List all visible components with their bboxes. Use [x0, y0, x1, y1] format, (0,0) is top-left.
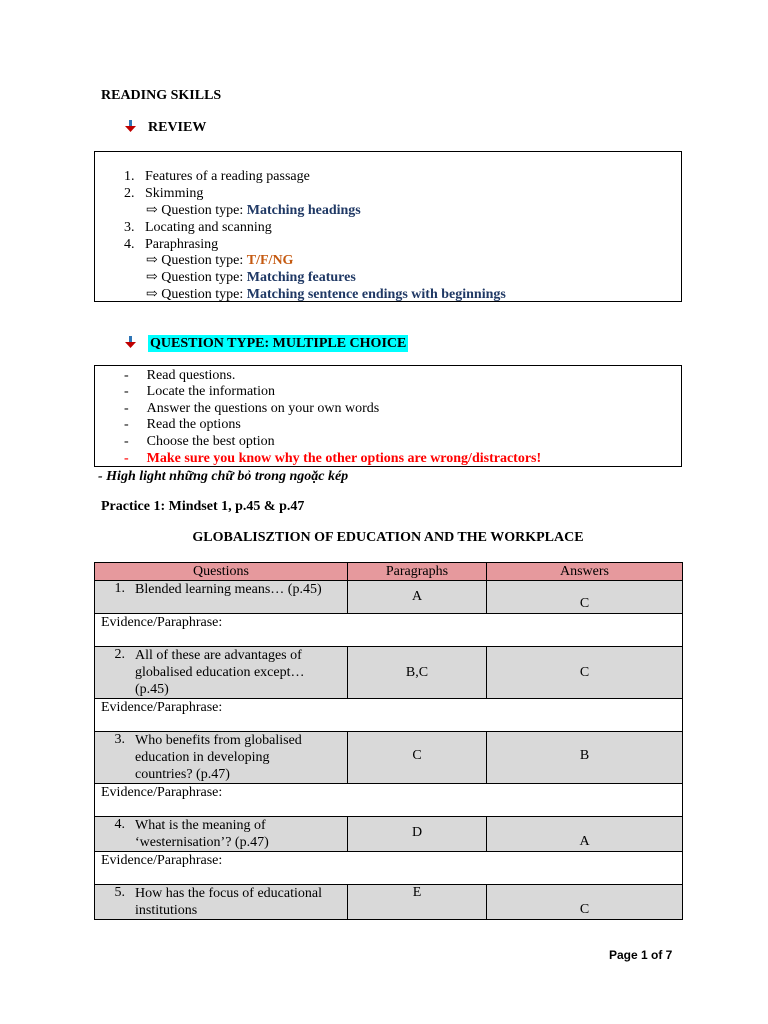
- right-arrow-icon: ⇨: [146, 287, 158, 302]
- review-heading-label: REVIEW: [148, 120, 207, 135]
- header-questions: Questions: [95, 563, 348, 581]
- mc-step-3: - Answer the questions on your own words: [124, 401, 380, 416]
- review-qtype-1: ⇨ Question type: Matching headings: [146, 203, 361, 218]
- answer-cell: C: [487, 647, 683, 699]
- mc-heading-label: QUESTION TYPE: MULTIPLE CHOICE: [150, 336, 407, 351]
- questions-table: [94, 562, 683, 920]
- question-cell: 4. What is the meaning of ‘westernisation’? (p.47): [95, 817, 348, 852]
- answer-cell: A: [487, 817, 683, 852]
- paragraph-cell: A: [348, 581, 487, 614]
- table-row: [95, 647, 683, 699]
- question-cell: 5. How has the focus of educational institutions: [95, 885, 348, 920]
- table-row: [95, 885, 683, 920]
- mc-step-1: - Read questions.: [124, 368, 236, 383]
- question-cell: 3. Who benefits from globalised education in developing countries? (p.47): [95, 732, 348, 784]
- evidence-row: [95, 614, 683, 647]
- right-arrow-icon: ⇨: [146, 253, 158, 268]
- answer-cell: C: [487, 885, 683, 920]
- mc-step-6: - Make sure you know why the other options are wrong/distractors!: [124, 451, 542, 466]
- practice-label: Practice 1: Mindset 1, p.45 & p.47: [101, 499, 305, 514]
- right-arrow-icon: ⇨: [146, 203, 158, 218]
- page-title: READING SKILLS: [101, 88, 222, 103]
- question-cell: 2. All of these are advantages of globalised education except… (p.45): [95, 647, 348, 699]
- table-row: [95, 581, 683, 614]
- review-item-2: 2. Skimming: [124, 186, 204, 201]
- highlight-note: - High light những chữ bỏ trong ngoặc kép: [98, 469, 349, 484]
- evidence-cell[interactable]: Evidence/Paraphrase:: [95, 699, 683, 732]
- paragraph-cell: C: [348, 732, 487, 784]
- review-qtype-3: ⇨ Question type: Matching features: [146, 270, 356, 285]
- right-arrow-icon: ⇨: [146, 270, 158, 285]
- page-number: Page 1 of 7: [609, 948, 673, 962]
- paragraph-cell: D: [348, 817, 487, 852]
- answer-cell: C: [487, 581, 683, 614]
- table-header-row: [95, 563, 683, 581]
- mc-step-4: - Read the options: [124, 417, 241, 432]
- paragraph-cell: B,C: [348, 647, 487, 699]
- review-qtype-2: ⇨ Question type: T/F/NG: [146, 253, 294, 268]
- evidence-cell[interactable]: Evidence/Paraphrase:: [95, 614, 683, 647]
- question-cell: 1. Blended learning means… (p.45): [95, 581, 348, 614]
- mc-step-2: - Locate the information: [124, 384, 275, 399]
- table-row: [95, 732, 683, 784]
- evidence-row: [95, 852, 683, 885]
- review-item-4: 4. Paraphrasing: [124, 237, 219, 252]
- review-item-1: 1. Features of a reading passage: [124, 169, 310, 184]
- review-item-3: 3. Locating and scanning: [124, 220, 272, 235]
- down-arrow-bullet-icon: [124, 335, 138, 349]
- paragraph-cell: E: [348, 885, 487, 920]
- evidence-row: [95, 699, 683, 732]
- header-answers: Answers: [487, 563, 683, 581]
- review-qtype-4: ⇨ Question type: Matching sentence endings with beginnings: [146, 287, 506, 302]
- mc-heading: [124, 335, 408, 352]
- table-row: [95, 817, 683, 852]
- evidence-row: [95, 784, 683, 817]
- table-title: GLOBALISZTION OF EDUCATION AND THE WORKPLACE: [192, 530, 584, 545]
- mc-step-5: - Choose the best option: [124, 434, 275, 449]
- evidence-cell[interactable]: Evidence/Paraphrase:: [95, 852, 683, 885]
- answer-cell: B: [487, 732, 683, 784]
- review-heading: [124, 119, 206, 136]
- evidence-cell[interactable]: Evidence/Paraphrase:: [95, 784, 683, 817]
- down-arrow-bullet-icon: [124, 119, 138, 133]
- header-paragraphs: Paragraphs: [348, 563, 487, 581]
